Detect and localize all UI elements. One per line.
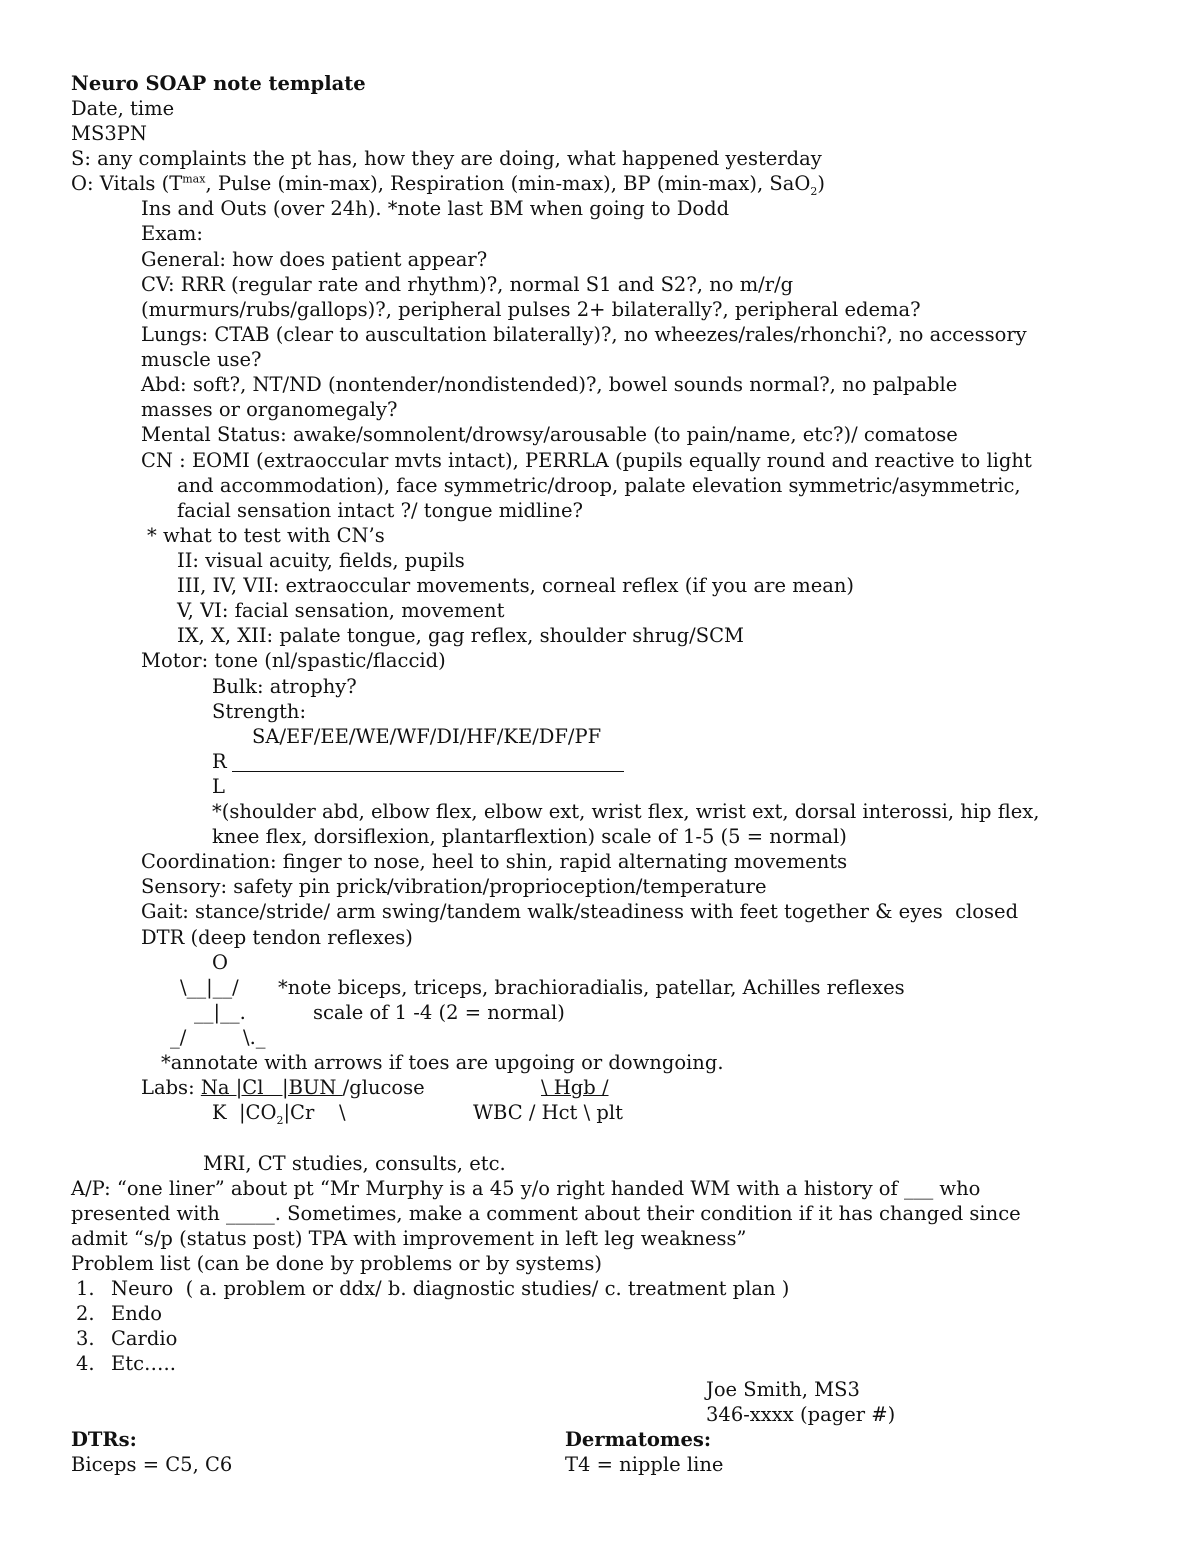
ins-outs-line: Ins and Outs (over 24h). *note last BM when going to Dodd xyxy=(141,197,730,220)
cn-line: CN : EOMI (extraoccular mvts intact), PERRLA (pupils equally round and reactive to light xyxy=(141,449,1032,472)
problem-number: 3. xyxy=(76,1327,95,1350)
labs-cbc-top: \ Hgb / xyxy=(541,1076,609,1099)
problem-number: 4. xyxy=(76,1352,95,1375)
assessment-line: A/P: “one liner” about pt “Mr Murphy is a 45 y/o right handed WM with a history of ___ who xyxy=(71,1177,981,1200)
cv-line-continued: (murmurs/rubs/gallops)?, peripheral pulses 2+ bilaterally?, peripheral edema? xyxy=(141,298,921,321)
assessment-line-continued-2: admit “s/p (status post) TPA with improvement in left leg weakness” xyxy=(71,1227,747,1250)
cn-test-item: III, IV, VII: extraoccular movements, corneal reflex (if you are mean) xyxy=(177,574,855,597)
cv-line: CV: RRR (regular rate and rhythm)?, normal S1 and S2?, no m/r/g xyxy=(141,273,794,296)
coordination-line: Coordination: finger to nose, heel to shin, rapid alternating movements xyxy=(141,850,848,873)
problem-item: Endo xyxy=(111,1302,163,1325)
dermatomes-entry: T4 = nipple line xyxy=(565,1453,724,1476)
mental-status-line: Mental Status: awake/somnolent/drowsy/arousable (to pain/name, etc?)/ comatose xyxy=(141,423,958,446)
stick-figure-torso: __|__. xyxy=(194,1001,246,1024)
dtrs-entry: Biceps = C5, C6 xyxy=(71,1453,233,1476)
abd-line: Abd: soft?, NT/ND (nontender/nondistended)?, bowel sounds normal?, no palpable xyxy=(141,373,958,396)
cn-test-item: IX, X, XII: palate tongue, gag reflex, shoulder shrug/SCM xyxy=(177,624,744,647)
subjective-line: S: any complaints the pt has, how they are doing, what happened yesterday xyxy=(71,147,822,170)
service-line: MS3PN xyxy=(71,122,147,145)
abd-line-continued: masses or organomegaly? xyxy=(141,398,398,421)
studies-line: MRI, CT studies, consults, etc. xyxy=(203,1152,506,1175)
general-line: General: how does patient appear? xyxy=(141,248,488,271)
left-side-label: L xyxy=(212,775,225,798)
sao2-subscript: 2 xyxy=(810,184,818,198)
labs-cbc-bottom: WBC / Hct \ plt xyxy=(473,1101,623,1124)
labs-bmp-top: Labs: Na |Cl |BUN /glucose xyxy=(141,1076,425,1099)
right-side-label: R xyxy=(212,750,227,773)
dermatomes-heading: Dermatomes: xyxy=(565,1428,712,1451)
gait-line: Gait: stance/stride/ arm swing/tandem walk/steadiness with feet together & eyes closed xyxy=(141,900,1019,923)
problem-item: Cardio xyxy=(111,1327,178,1350)
strength-line: Strength: xyxy=(212,700,307,723)
problem-number: 2. xyxy=(76,1302,95,1325)
bulk-line: Bulk: atrophy? xyxy=(212,675,357,698)
dtr-scale-line: scale of 1 -4 (2 = normal) xyxy=(313,1001,565,1024)
signature-pager: 346-xxxx (pager #) xyxy=(706,1403,896,1426)
cn-test-item: II: visual acuity, fields, pupils xyxy=(177,549,465,572)
stick-figure-head: O xyxy=(212,951,228,974)
problem-item: Neuro ( a. problem or ddx/ b. diagnostic studies/ c. treatment plan ) xyxy=(111,1277,790,1300)
document-title: Neuro SOAP note template xyxy=(71,72,366,95)
strength-note-line-continued: knee flex, dorsiflexion, plantarflextion) scale of 1-5 (5 = normal) xyxy=(212,825,847,848)
dtr-note-line: *note biceps, triceps, brachioradialis, patellar, Achilles reflexes xyxy=(278,976,905,999)
stick-figure-right-leg: \._ xyxy=(243,1026,266,1049)
dtrs-heading: DTRs: xyxy=(71,1428,137,1451)
exam-heading: Exam: xyxy=(141,222,203,245)
cn-line-continued: and accommodation), face symmetric/droop, palate elevation symmetric/asymmetric, xyxy=(177,474,1021,497)
cn-test-heading: * what to test with CN’s xyxy=(147,524,385,547)
tmax-superscript: max xyxy=(182,172,206,186)
stick-figure-left-leg: _/ xyxy=(170,1026,187,1049)
cn-test-item: V, VI: facial sensation, movement xyxy=(177,599,505,622)
dtr-line: DTR (deep tendon reflexes) xyxy=(141,926,413,949)
strength-note-line: *(shoulder abd, elbow flex, elbow ext, wrist flex, wrist ext, dorsal interossi, hip flex, xyxy=(212,800,1040,823)
problem-number: 1. xyxy=(76,1277,95,1300)
lungs-line: Lungs: CTAB (clear to auscultation bilaterally)?, no wheezes/rales/rhonchi?, no accessory xyxy=(141,323,1027,346)
problem-list-heading: Problem list (can be done by problems or by systems) xyxy=(71,1252,602,1275)
cn-line-continued-2: facial sensation intact ?/ tongue midline? xyxy=(177,499,583,522)
strength-muscles-line: SA/EF/EE/WE/WF/DI/HF/KE/DF/PF xyxy=(252,725,602,748)
stick-figure-arms: \__|__/ xyxy=(180,976,239,999)
signature-name: Joe Smith, MS3 xyxy=(706,1378,860,1401)
vitals-line: O: Vitals ($T^{max}$, Pulse (min-max), Respiration (min-max), BP (min-max), SaO$_2$) xyxy=(71,172,826,198)
problem-item: Etc….. xyxy=(111,1352,176,1375)
lungs-line-continued: muscle use? xyxy=(141,348,262,371)
labs-bmp-bottom: K $|CO_2|Cr$ \ xyxy=(212,1101,346,1127)
assessment-line-continued: presented with _____. Sometimes, make a comment about their condition if it has changed since xyxy=(71,1202,1021,1225)
date-line: Date, time xyxy=(71,97,175,120)
annotate-line: *annotate with arrows if toes are upgoing or downgoing. xyxy=(161,1051,724,1074)
strength-entry-line xyxy=(232,771,624,772)
sensory-line: Sensory: safety pin prick/vibration/proprioception/temperature xyxy=(141,875,767,898)
motor-line: Motor: tone (nl/spastic/flaccid) xyxy=(141,649,446,672)
